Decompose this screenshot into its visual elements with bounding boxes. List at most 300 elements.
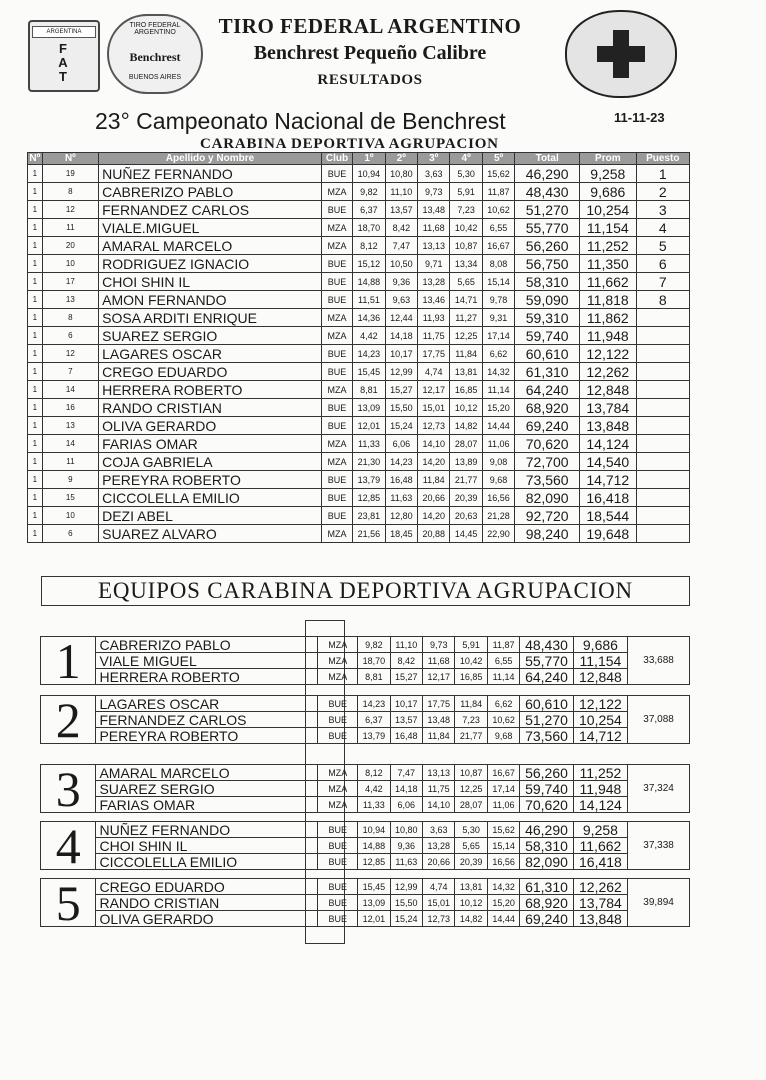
table-cell: 7,23 [450,201,482,219]
team-cell: 10,12 [455,895,487,911]
team-cell: 15,14 [487,838,519,854]
table-cell: 6,62 [482,345,514,363]
team-member-row [41,637,690,653]
team-cell: FERNANDEZ CARLOS [96,712,318,728]
team-cell: 9,36 [390,838,422,854]
table-cell: 56,750 [515,255,580,273]
table-cell: 14,82 [450,417,482,435]
table-row [28,291,690,309]
cross-emblem-icon [565,10,677,98]
event-title: 23° Campeonato Nacional de Benchrest [95,108,506,134]
team-cell: 12,85 [358,854,390,870]
team-cell: 10,62 [487,712,519,728]
table-cell: 11,662 [580,273,636,291]
team-cell: 10,87 [455,765,487,781]
team-cell: 9,686 [573,637,627,653]
table-cell: 59,310 [515,309,580,327]
table-cell: AMARAL MARCELO [99,237,322,255]
table-cell: 1 [28,237,43,255]
table-cell: 72,700 [515,453,580,471]
table-cell: 23,81 [353,507,385,525]
logo-arc-text: TIRO FEDERAL ARGENTINO [129,22,181,36]
table-cell: 13,34 [450,255,482,273]
table-cell: 10,50 [385,255,417,273]
team-member-row [41,822,690,838]
team-cell: 15,01 [423,895,455,911]
team-cell: BUE [318,728,358,744]
table-cell: 8 [42,183,98,201]
table-row [28,327,690,345]
table-cell: 11,75 [418,327,450,345]
team-cell: NUÑEZ FERNANDO [96,822,318,838]
team-member-row [41,669,690,685]
table-cell: 1 [636,165,689,183]
table-cell: 20,39 [450,489,482,507]
table-cell: 14,32 [482,363,514,381]
table-row [28,525,690,543]
team-cell: VIALE MIGUEL [96,653,318,669]
table-cell: COJA GABRIELA [99,453,322,471]
team-cell: 11,75 [423,781,455,797]
team-score: 37,324 [628,765,690,813]
table-cell: 15,20 [482,399,514,417]
table-cell: 11,84 [418,471,450,489]
fat-logo-band: ARGENTINA [32,26,96,38]
team-cell: 13,784 [573,895,627,911]
table-cell: 10,87 [450,237,482,255]
team-cell: 20,66 [423,854,455,870]
table-cell: BUE [321,399,352,417]
team-cell: MZA [318,653,358,669]
table-row [28,255,690,273]
team-cell: 13,81 [455,879,487,895]
table-cell: 1 [28,219,43,237]
table-cell: 59,740 [515,327,580,345]
table-cell: 10,94 [353,165,385,183]
table-cell: 14,20 [418,507,450,525]
team-cell: 7,47 [390,765,422,781]
team-cell: 15,62 [487,822,519,838]
org-title: TIRO FEDERAL ARGENTINO [218,14,522,38]
table-cell [636,327,689,345]
team-cell: 12,17 [423,669,455,685]
table-row [28,237,690,255]
table-cell: VIALE.MIGUEL [99,219,322,237]
table-cell: 8,81 [353,381,385,399]
table-cell: 21,30 [353,453,385,471]
table-cell: 16,48 [385,471,417,489]
table-cell: 12,262 [580,363,636,381]
table-cell: 10,254 [580,201,636,219]
team-cell: 11,154 [573,653,627,669]
table-cell: 14,45 [450,525,482,543]
table-row [28,165,690,183]
table-cell: 20 [42,237,98,255]
table-cell: 13,46 [418,291,450,309]
table-cell: 9,63 [385,291,417,309]
team-cell: BUE [318,879,358,895]
team-cell: BUE [318,895,358,911]
team-cell: 15,27 [390,669,422,685]
table-cell [636,507,689,525]
table-cell: RANDO CRISTIAN [99,399,322,417]
team-cell: 59,740 [520,781,573,797]
team-cell: SUAREZ SERGIO [96,781,318,797]
table-cell: 5,30 [450,165,482,183]
team-cell: 6,62 [487,696,519,712]
table-cell: 1 [28,273,43,291]
table-row [28,435,690,453]
team-cell: 11,68 [423,653,455,669]
team-cell: 58,310 [520,838,573,854]
table-cell: 9,68 [482,471,514,489]
table-cell: 13 [42,291,98,309]
table-cell: 1 [28,363,43,381]
table-row [28,201,690,219]
team-score: 33,688 [628,637,690,685]
fat-logo [28,20,100,92]
table-cell: 13,09 [353,399,385,417]
team-cell: BUE [318,822,358,838]
table-cell: 17,75 [418,345,450,363]
table-cell: 1 [28,183,43,201]
team-cell: 12,73 [423,911,455,927]
table-row [28,381,690,399]
team-cell: 13,09 [358,895,390,911]
table-cell: 11,14 [482,381,514,399]
table-cell: 82,090 [515,489,580,507]
table-cell: 15,62 [482,165,514,183]
table-cell: 16 [42,399,98,417]
table-cell: FERNANDEZ CARLOS [99,201,322,219]
table-cell: 92,720 [515,507,580,525]
team-member-row [41,838,690,854]
table-cell: BUE [321,165,352,183]
table-cell: MZA [321,183,352,201]
team-cell: 12,99 [390,879,422,895]
table-cell [636,363,689,381]
table-cell: BUE [321,201,352,219]
table-row [28,219,690,237]
table-cell: PEREYRA ROBERTO [99,471,322,489]
team-cell: 61,310 [520,879,573,895]
table-cell: 14 [42,435,98,453]
table-cell: 8,12 [353,237,385,255]
team-cell: 15,24 [390,911,422,927]
table-cell: 1 [28,489,43,507]
table-cell: 14,44 [482,417,514,435]
team-cell: 69,240 [520,911,573,927]
team-cell: MZA [318,637,358,653]
table-cell: CABRERIZO PABLO [99,183,322,201]
table-cell: 3,63 [418,165,450,183]
team-cell: 14,82 [455,911,487,927]
table-cell: 16,418 [580,489,636,507]
table-cell: 10,12 [450,399,482,417]
table-cell: NUÑEZ FERNANDO [99,165,322,183]
table-cell: 1 [28,525,43,543]
table-cell: 18,544 [580,507,636,525]
table-cell: 11,252 [580,237,636,255]
table-cell: 3 [636,201,689,219]
table-cell: 10,17 [385,345,417,363]
team-table [40,874,690,931]
table-cell: MZA [321,237,352,255]
table-cell: 16,56 [482,489,514,507]
table-cell: 4 [636,219,689,237]
team-cell: 13,848 [573,911,627,927]
team-score: 39,894 [628,879,690,927]
team-cell: 12,848 [573,669,627,685]
table-cell: 12,122 [580,345,636,363]
table-cell: HERRERA ROBERTO [99,381,322,399]
team-cell: 4,74 [423,879,455,895]
table-cell: 11,06 [482,435,514,453]
team-member-row [41,765,690,781]
table-row [28,453,690,471]
team-cell: 9,82 [358,637,390,653]
team-member-row [41,854,690,870]
table-cell: MZA [321,381,352,399]
table-row [28,183,690,201]
table-cell: 14,23 [353,345,385,363]
table-cell: 15,27 [385,381,417,399]
team-cell: 4,42 [358,781,390,797]
table-cell: 1 [28,309,43,327]
table-cell: MZA [321,453,352,471]
table-cell: 11,87 [482,183,514,201]
team-table [40,632,690,689]
team-cell: 16,48 [390,728,422,744]
table-cell: 1 [28,165,43,183]
table-cell: 14,540 [580,453,636,471]
table-cell: 10,42 [450,219,482,237]
table-cell: 1 [28,507,43,525]
table-cell: SUAREZ ALVARO [99,525,322,543]
table-cell: 12,01 [353,417,385,435]
table-cell: 9,82 [353,183,385,201]
table-cell: OLIVA GERARDO [99,417,322,435]
table-cell: FARIAS OMAR [99,435,322,453]
table-cell: 7 [42,363,98,381]
table-cell: 56,260 [515,237,580,255]
table-cell: 15,01 [418,399,450,417]
team-cell: 13,13 [423,765,455,781]
team-number: 3 [41,765,96,813]
table-cell: 18,70 [353,219,385,237]
team-member-row [41,879,690,895]
table-cell: BUE [321,255,352,273]
team-cell: 13,57 [390,712,422,728]
team-cell: 21,77 [455,728,487,744]
table-cell [636,471,689,489]
table-cell: 12 [42,345,98,363]
table-cell: 13 [42,417,98,435]
table-cell: AMON FERNANDO [99,291,322,309]
table-cell: 7,47 [385,237,417,255]
table-cell: 11,818 [580,291,636,309]
section-title: RESULTADOS [317,72,423,88]
table-cell: 20,88 [418,525,450,543]
team-member-row [41,653,690,669]
table-cell: BUE [321,363,352,381]
team-member-row [41,712,690,728]
team-cell: 11,252 [573,765,627,781]
team-member-row [41,911,690,927]
table-cell: 9,36 [385,273,417,291]
logo-main-text: Benchrest [129,50,181,64]
team-score: 37,338 [628,822,690,870]
team-cell: 64,240 [520,669,573,685]
team-cell: 14,32 [487,879,519,895]
table-cell: CICCOLELLA EMILIO [99,489,322,507]
team-cell: LAGARES OSCAR [96,696,318,712]
table-cell: 1 [28,327,43,345]
table-cell: 55,770 [515,219,580,237]
table-row [28,471,690,489]
results-table [27,152,690,543]
table-cell: 15,14 [482,273,514,291]
table-cell: 10 [42,507,98,525]
table-row [28,309,690,327]
team-number: 5 [41,879,96,927]
teams-title: EQUIPOS CARABINA DEPORTIVA AGRUPACION [41,576,690,606]
table-cell: 11,948 [580,327,636,345]
team-cell: 70,620 [520,797,573,813]
table-cell [636,489,689,507]
team-cell: 16,418 [573,854,627,870]
table-cell: BUE [321,273,352,291]
team-cell: 11,06 [487,797,519,813]
table-cell [636,453,689,471]
table-cell: 1 [28,417,43,435]
team-cell: 10,17 [390,696,422,712]
table-cell: 6,06 [385,435,417,453]
table-cell [636,525,689,543]
table-cell: CREGO EDUARDO [99,363,322,381]
table-cell: 1 [28,471,43,489]
table-cell: 14,36 [353,309,385,327]
table-cell: 13,57 [385,201,417,219]
col-header: Nº [29,153,41,164]
team-cell: PEREYRA ROBERTO [96,728,318,744]
team-cell: 20,39 [455,854,487,870]
table-cell: 12,25 [450,327,482,345]
team-cell: BUE [318,712,358,728]
table-cell: 13,784 [580,399,636,417]
team-cell: 7,23 [455,712,487,728]
table-cell: 11,63 [385,489,417,507]
table-cell: 12,99 [385,363,417,381]
table-cell [636,435,689,453]
team-number: 1 [41,637,96,685]
table-cell: 11,350 [580,255,636,273]
table-cell: 10,62 [482,201,514,219]
table-cell: 21,28 [482,507,514,525]
table-cell: 7 [636,273,689,291]
team-number: 2 [41,696,96,744]
team-cell: 10,80 [390,822,422,838]
team-cell: 16,67 [487,765,519,781]
table-cell: 12 [42,201,98,219]
table-cell: 28,07 [450,435,482,453]
table-cell: 69,240 [515,417,580,435]
table-cell: 60,610 [515,345,580,363]
table-row [28,399,690,417]
table-cell: 9,31 [482,309,514,327]
table-cell: MZA [321,435,352,453]
table-cell: 1 [28,201,43,219]
table-cell: 19 [42,165,98,183]
table-cell: 13,13 [418,237,450,255]
table-cell: 14,712 [580,471,636,489]
table-cell: 9,08 [482,453,514,471]
team-cell: 14,712 [573,728,627,744]
table-cell: 14,71 [450,291,482,309]
team-cell: 9,258 [573,822,627,838]
team-cell: 14,18 [390,781,422,797]
team-cell: 3,63 [423,822,455,838]
team-score: 37,088 [628,696,690,744]
table-cell: 1 [28,399,43,417]
table-cell: 11,33 [353,435,385,453]
table-cell: 14,18 [385,327,417,345]
table-cell: BUE [321,417,352,435]
table-cell: 98,240 [515,525,580,543]
team-cell: 17,14 [487,781,519,797]
team-cell: 12,262 [573,879,627,895]
col-header: 5º [482,153,514,165]
team-cell: 14,23 [358,696,390,712]
table-cell: 2 [636,183,689,201]
results-header-row [28,153,690,165]
team-cell: 13,79 [358,728,390,744]
table-cell: BUE [321,345,352,363]
table-cell: 13,79 [353,471,385,489]
team-cell: 11,33 [358,797,390,813]
team-cell: 12,25 [455,781,487,797]
table-cell: BUE [321,507,352,525]
table-cell: 51,270 [515,201,580,219]
table-cell [636,345,689,363]
table-cell: 16,85 [450,381,482,399]
team-cell: 73,560 [520,728,573,744]
table-cell: 9,71 [418,255,450,273]
table-cell: 8,08 [482,255,514,273]
team-cell: RANDO CRISTIAN [96,895,318,911]
team-cell: 13,28 [423,838,455,854]
team-cell: 12,01 [358,911,390,927]
table-cell: 9,78 [482,291,514,309]
table-row [28,417,690,435]
table-cell: 9,686 [580,183,636,201]
team-cell: 6,37 [358,712,390,728]
table-cell: 17,14 [482,327,514,345]
table-cell: 48,430 [515,183,580,201]
table-cell: 14,20 [418,453,450,471]
table-cell: 8,42 [385,219,417,237]
table-cell: 13,848 [580,417,636,435]
table-cell: 11,68 [418,219,450,237]
table-cell: BUE [321,489,352,507]
table-cell: 1 [28,255,43,273]
team-table [40,817,690,874]
team-member-row [41,696,690,712]
team-table [40,760,690,817]
team-cell: BUE [318,911,358,927]
team-cell: 11,87 [487,637,519,653]
team-cell: 11,948 [573,781,627,797]
